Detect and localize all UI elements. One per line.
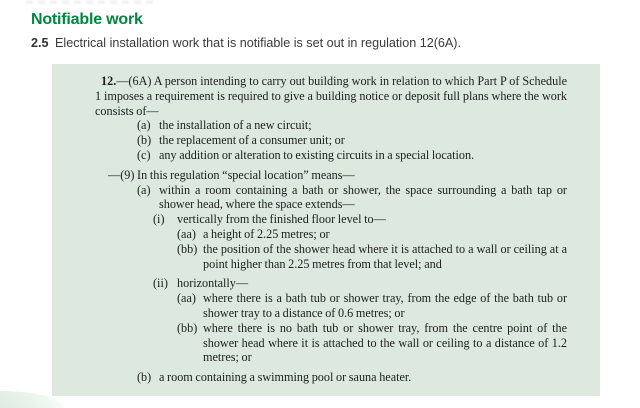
list-item-9-b (95, 370, 567, 385)
list-item-9-a-ii-aa (95, 291, 567, 321)
item-marker: (aa) (177, 226, 196, 241)
regulation-quote-box (52, 64, 600, 396)
list-item-9-a-i (95, 212, 567, 227)
item-text: any addition or alteration to existing circuits in a special location. (159, 147, 475, 162)
item-marker: (bb) (177, 320, 198, 335)
item-marker: (b) (137, 133, 152, 148)
clause-6a-intro (95, 74, 567, 118)
list-item-6a-b (95, 133, 567, 148)
item-marker: (ii) (153, 276, 168, 291)
clause-9-intro: —(9) In this regulation “special location” means— (108, 167, 355, 182)
list-item-9-a-ii-bb (95, 321, 567, 365)
list-item-9-a-i-aa (95, 227, 567, 242)
item-text: a room containing a swimming pool or sauna heater. (159, 370, 412, 385)
clipped-text-artifact (26, 0, 154, 4)
item-marker: (a) (137, 118, 151, 133)
item-text: the installation of a new circuit; (159, 118, 312, 133)
item-text: the position of the shower head where it is attached to a wall or ceiling at a point higher than 2.25 metres from that level; and (203, 241, 567, 271)
list-item-9-a (95, 183, 567, 213)
item-text: where there is no bath tub or shower tray, from the centre point of the shower head where it is attached to the wall or ceiling to a distance of 1.2 metres; or (203, 320, 567, 365)
item-marker: (b) (137, 370, 152, 385)
paragraph-2-5 (31, 36, 591, 51)
list-item-9-a-i-bb (95, 242, 567, 272)
item-marker: (a) (137, 182, 151, 197)
section-heading: Notifiable work (31, 11, 143, 28)
item-text: vertically from the finished floor level to— (177, 212, 386, 227)
clause-6a-intro-text: —(6A) A person intending to carry out building work in relation to which Part P of Schedule 1 imposes a requirement is required to give a building notice or deposit full plans where the work consists of— (95, 74, 567, 118)
list-item-9-a-ii (95, 276, 567, 291)
item-marker: (i) (153, 212, 165, 227)
item-text: a height of 2.25 metres; or (203, 226, 330, 241)
item-text: horizontally— (177, 276, 249, 291)
list-item-6a-c (95, 148, 567, 163)
paragraph-number: 2.5 (31, 36, 49, 50)
item-marker: (bb) (177, 241, 198, 256)
clause-number: 12. (101, 74, 117, 88)
list-item-6a-a (95, 118, 567, 133)
item-text: within a room containing a bath or shower, the space surrounding a bath tap or shower head, where the space extends— (159, 182, 567, 212)
item-text: where there is a bath tub or shower tray, from the edge of the bath tub or shower tray to a distance of 0.6 metres; or (203, 291, 567, 320)
item-marker: (c) (137, 147, 151, 162)
paragraph-text: Electrical installation work that is notifiable is set out in regulation 12(6A). (55, 36, 462, 50)
item-marker: (aa) (177, 291, 196, 306)
item-text: the replacement of a consumer unit; or (159, 133, 345, 148)
